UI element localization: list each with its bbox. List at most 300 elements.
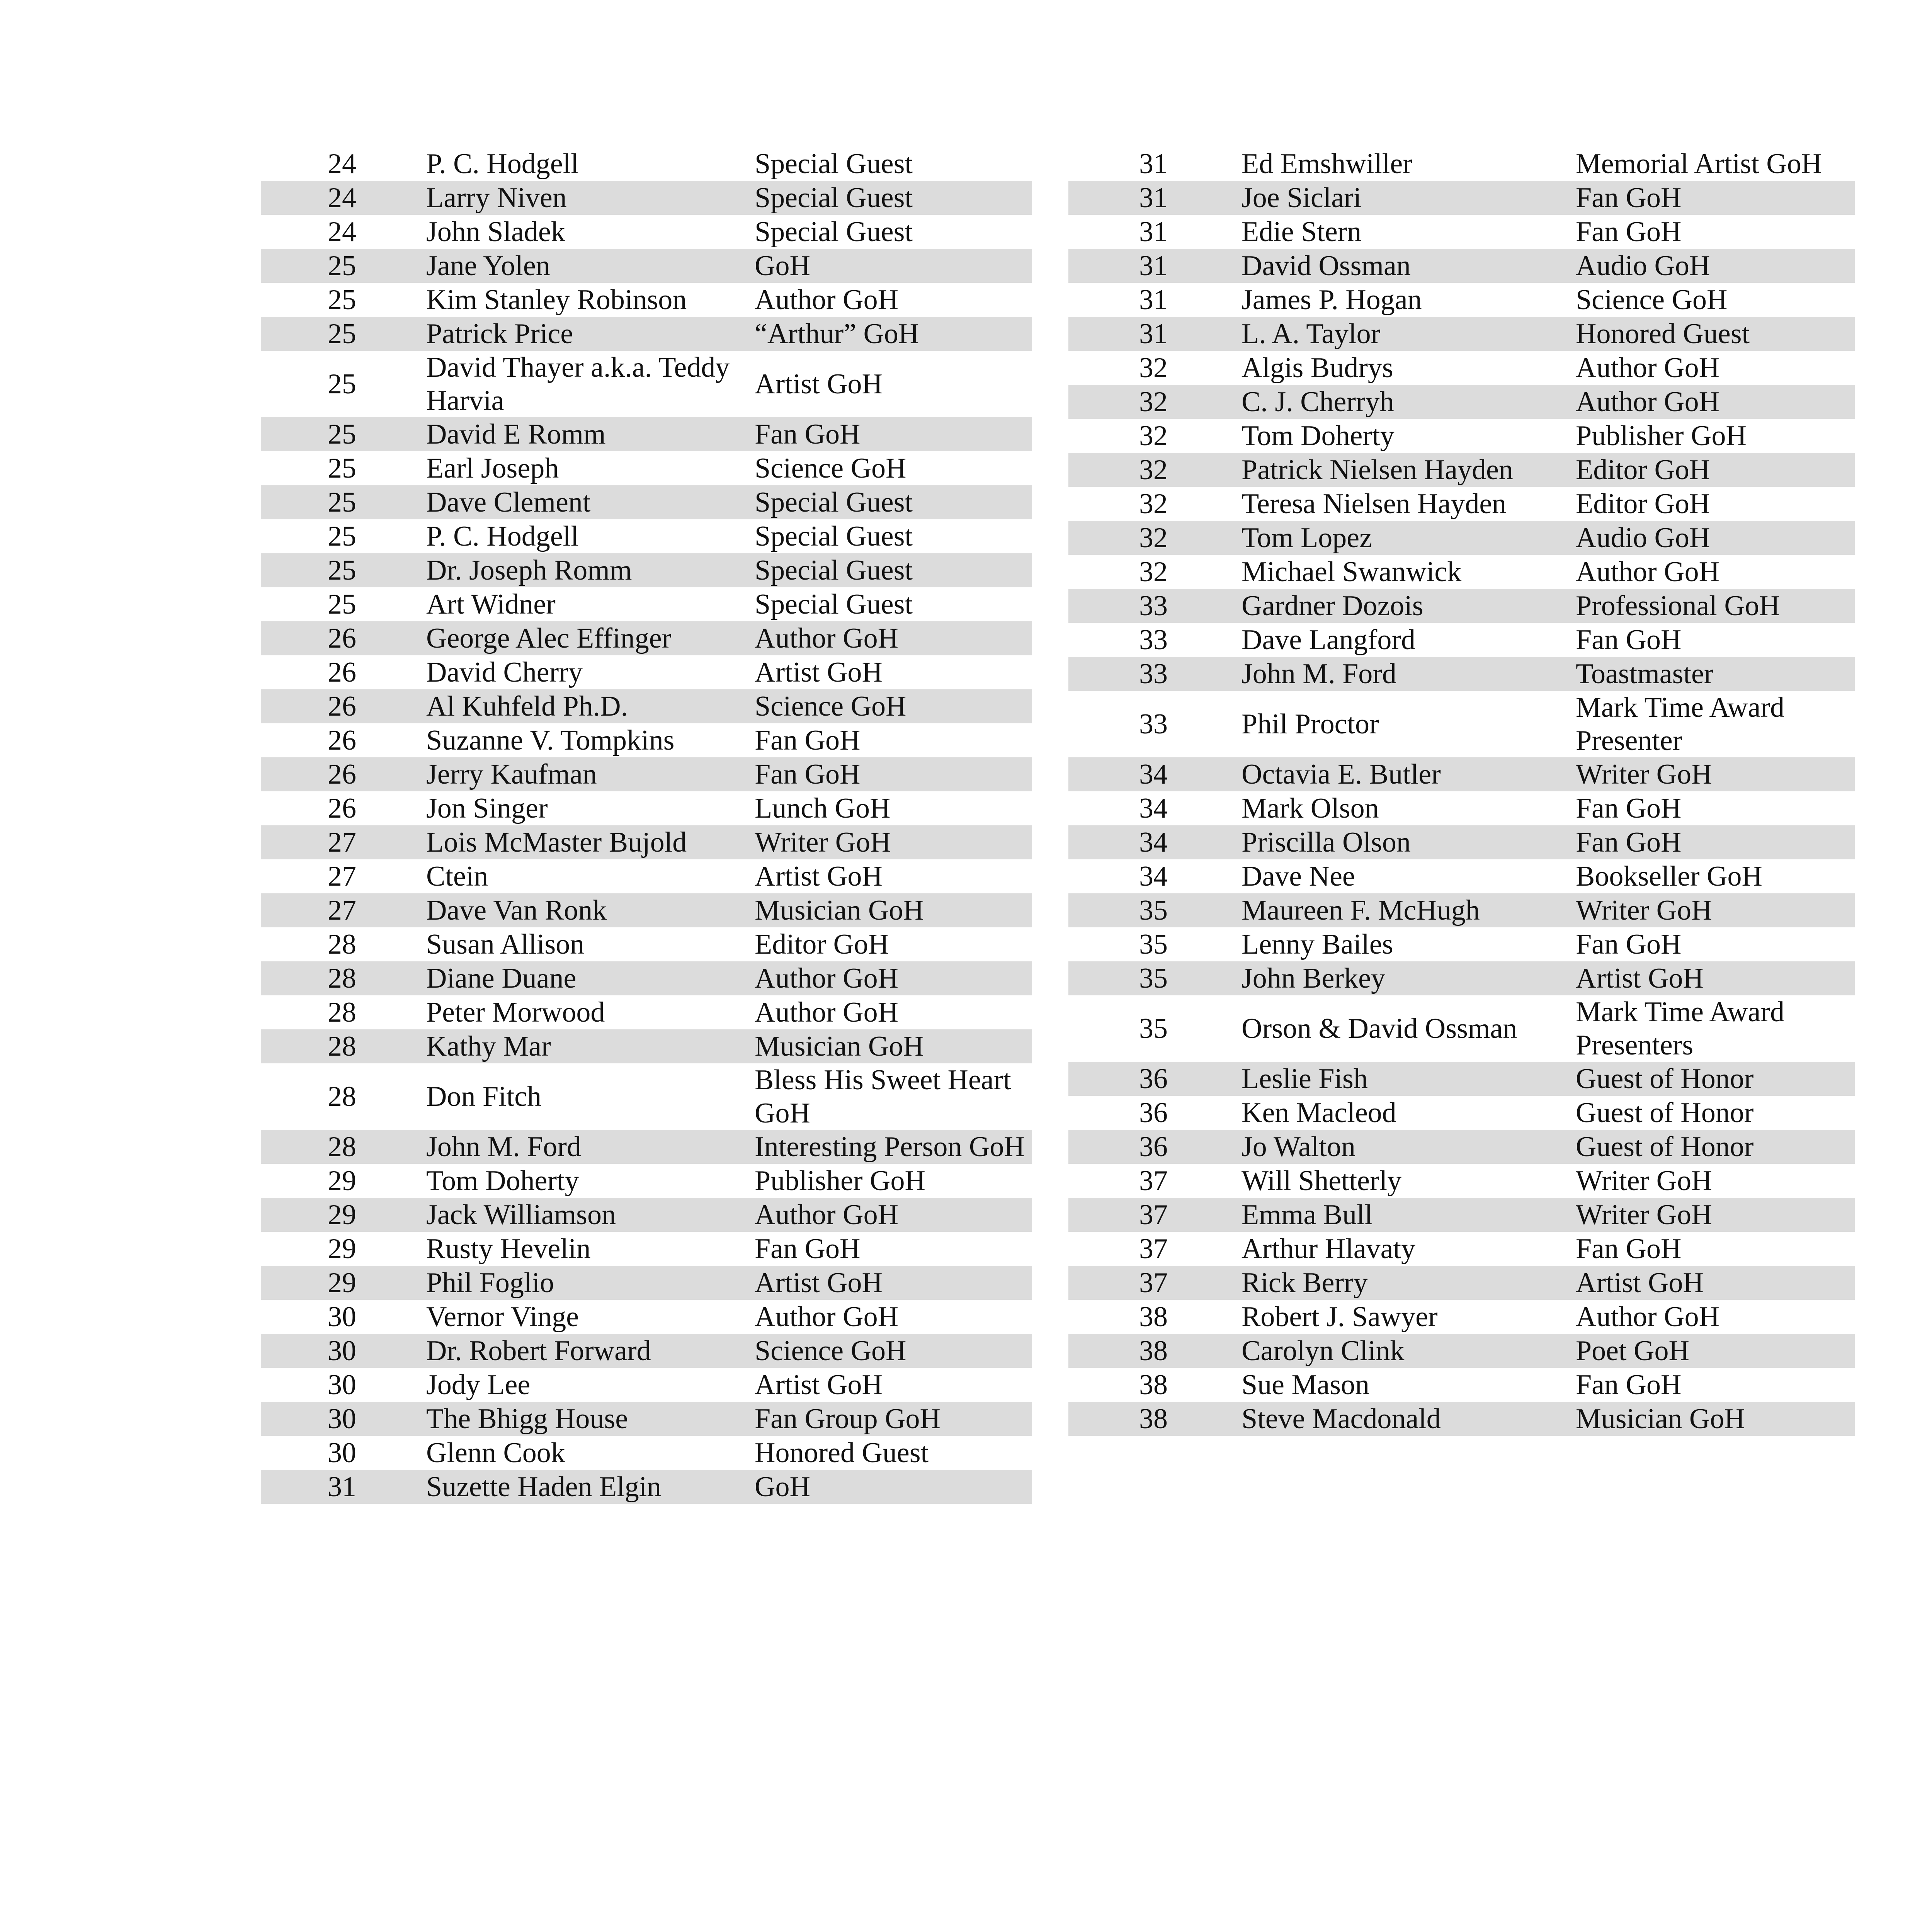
row-role: Honored Guest bbox=[1573, 317, 1855, 351]
table-row bbox=[1068, 1266, 1855, 1300]
guest-table-right-body bbox=[1068, 147, 1855, 1436]
row-year: 31 bbox=[1068, 317, 1238, 351]
row-name: Lenny Bailes bbox=[1242, 929, 1393, 960]
row-year: 31 bbox=[1068, 249, 1238, 283]
row-year: 30 bbox=[328, 1369, 356, 1401]
row-role: Special Guest bbox=[755, 588, 913, 620]
row-name: Teresa Nielsen Hayden bbox=[1242, 488, 1507, 520]
row-year: 26 bbox=[261, 621, 423, 655]
row-year: 34 bbox=[1139, 861, 1168, 892]
table-row bbox=[261, 1436, 1032, 1470]
row-role: Author GoH bbox=[1573, 385, 1855, 419]
row-year: 33 bbox=[1139, 708, 1168, 740]
row-name: Tom Doherty bbox=[426, 1165, 579, 1197]
table-row bbox=[261, 1198, 1032, 1232]
table-row bbox=[261, 587, 1032, 621]
row-year: 26 bbox=[328, 793, 356, 824]
row-name: Dave Nee bbox=[1242, 861, 1355, 892]
row-year: 38 bbox=[1139, 1369, 1168, 1401]
table-row bbox=[1068, 1096, 1855, 1130]
row-role: Artist GoH bbox=[755, 368, 883, 400]
row-year: 32 bbox=[1139, 352, 1168, 384]
table-row bbox=[1068, 589, 1855, 623]
row-name: Jody Lee bbox=[426, 1369, 531, 1401]
table-row bbox=[261, 1402, 1032, 1436]
row-name: Octavia E. Butler bbox=[1238, 757, 1573, 791]
row-year: 28 bbox=[261, 1029, 423, 1063]
row-name: C. J. Cherryh bbox=[1238, 385, 1573, 419]
table-row bbox=[1068, 1402, 1855, 1436]
row-name: John M. Ford bbox=[1238, 657, 1573, 691]
row-role: GoH bbox=[752, 1470, 1032, 1504]
row-name: Sue Mason bbox=[1242, 1369, 1369, 1401]
row-name: Gardner Dozois bbox=[1238, 589, 1573, 623]
table-row bbox=[1068, 1130, 1855, 1164]
row-year: 31 bbox=[1139, 148, 1168, 180]
row-role: Mark Time Award Presenter bbox=[1576, 692, 1785, 757]
row-role: Special Guest bbox=[755, 216, 913, 248]
row-year: 26 bbox=[328, 724, 356, 756]
row-name: Emma Bull bbox=[1238, 1198, 1573, 1232]
row-year: 27 bbox=[261, 825, 423, 859]
row-name: Larry Niven bbox=[423, 181, 752, 215]
table-row bbox=[261, 351, 1032, 417]
row-name: Will Shetterly bbox=[1242, 1165, 1402, 1197]
row-role: Artist GoH bbox=[755, 1369, 883, 1401]
table-row bbox=[1068, 283, 1855, 317]
row-year: 28 bbox=[261, 961, 423, 995]
table-row bbox=[1068, 961, 1855, 995]
row-role: Writer GoH bbox=[1576, 1165, 1712, 1197]
row-name: David E Romm bbox=[423, 417, 752, 451]
row-year: 38 bbox=[1068, 1402, 1238, 1436]
table-row bbox=[261, 283, 1032, 317]
row-year: 28 bbox=[261, 1130, 423, 1164]
row-name: Patrick Price bbox=[423, 317, 752, 351]
table-row bbox=[261, 1266, 1032, 1300]
row-role: Science GoH bbox=[1576, 284, 1728, 316]
row-role: Artist GoH bbox=[752, 1266, 1032, 1300]
row-name: Maureen F. McHugh bbox=[1238, 893, 1573, 927]
row-name: Joe Siclari bbox=[1238, 181, 1573, 215]
row-year: 29 bbox=[328, 1165, 356, 1197]
row-role: Guest of Honor bbox=[1573, 1062, 1855, 1096]
row-name: Ed Emshwiller bbox=[1242, 148, 1412, 180]
row-role: Editor GoH bbox=[1576, 488, 1710, 520]
row-role: Special Guest bbox=[755, 520, 913, 552]
row-role: Science GoH bbox=[752, 1334, 1032, 1368]
table-row bbox=[261, 723, 1032, 757]
row-role: Author GoH bbox=[752, 621, 1032, 655]
row-year: 29 bbox=[328, 1233, 356, 1265]
row-role: Editor GoH bbox=[755, 929, 889, 960]
row-role: Fan GoH bbox=[1576, 624, 1682, 656]
row-role: Bookseller GoH bbox=[1576, 861, 1762, 892]
table-row bbox=[261, 417, 1032, 451]
row-year: 37 bbox=[1068, 1198, 1238, 1232]
table-row bbox=[1068, 1368, 1855, 1402]
row-role: Guest of Honor bbox=[1576, 1097, 1754, 1129]
table-row bbox=[261, 519, 1032, 553]
row-year: 31 bbox=[1139, 284, 1168, 316]
row-name: Vernor Vinge bbox=[426, 1301, 579, 1333]
row-role: Professional GoH bbox=[1573, 589, 1855, 623]
row-role: Special Guest bbox=[755, 148, 913, 180]
row-role: Writer GoH bbox=[1573, 757, 1855, 791]
row-name: Dr. Joseph Romm bbox=[423, 553, 752, 587]
row-role: Artist GoH bbox=[1573, 1266, 1855, 1300]
row-name: Tom Doherty bbox=[1242, 420, 1395, 452]
table-row bbox=[261, 1368, 1032, 1402]
row-name: Glenn Cook bbox=[426, 1437, 565, 1469]
row-role: Author GoH bbox=[755, 1301, 899, 1333]
row-name: The Bhigg House bbox=[423, 1402, 752, 1436]
row-year: 33 bbox=[1139, 624, 1168, 656]
row-role: GoH bbox=[752, 249, 1032, 283]
row-year: 35 bbox=[1068, 893, 1238, 927]
row-role: Audio GoH bbox=[1573, 249, 1855, 283]
table-row bbox=[1068, 995, 1855, 1062]
row-name: Robert J. Sawyer bbox=[1242, 1301, 1438, 1333]
row-role: Fan GoH bbox=[1573, 825, 1855, 859]
row-year: 29 bbox=[261, 1266, 423, 1300]
row-role: Publisher GoH bbox=[755, 1165, 925, 1197]
row-role: Author GoH bbox=[755, 997, 899, 1028]
table-row bbox=[261, 1470, 1032, 1504]
row-role: Writer GoH bbox=[752, 825, 1032, 859]
row-name: Lois McMaster Bujold bbox=[423, 825, 752, 859]
table-row bbox=[261, 1130, 1032, 1164]
row-year: 37 bbox=[1139, 1165, 1168, 1197]
row-year: 28 bbox=[328, 929, 356, 960]
row-year: 26 bbox=[328, 656, 356, 688]
table-row bbox=[261, 1063, 1032, 1130]
row-year: 27 bbox=[328, 861, 356, 892]
row-name: John M. Ford bbox=[423, 1130, 752, 1164]
row-name: Ken Macleod bbox=[1242, 1097, 1396, 1129]
table-row bbox=[261, 757, 1032, 791]
row-name: Susan Allison bbox=[426, 929, 585, 960]
row-year: 29 bbox=[261, 1198, 423, 1232]
row-year: 35 bbox=[1068, 961, 1238, 995]
row-year: 32 bbox=[1068, 385, 1238, 419]
row-year: 28 bbox=[328, 997, 356, 1028]
row-role: Fan GoH bbox=[1576, 1233, 1682, 1265]
row-role: Fan GoH bbox=[755, 1233, 861, 1265]
row-name: Patrick Nielsen Hayden bbox=[1238, 453, 1573, 487]
row-role: Fan GoH bbox=[1576, 929, 1682, 960]
table-row bbox=[261, 451, 1032, 485]
row-year: 30 bbox=[261, 1402, 423, 1436]
row-role: Author GoH bbox=[755, 284, 899, 316]
row-year: 25 bbox=[328, 588, 356, 620]
row-role: Author GoH bbox=[752, 961, 1032, 995]
table-row bbox=[1068, 927, 1855, 961]
guest-table-left-body bbox=[261, 147, 1032, 1504]
row-year: 36 bbox=[1139, 1097, 1168, 1129]
row-name: Al Kuhfeld Ph.D. bbox=[423, 689, 752, 723]
row-year: 31 bbox=[1068, 181, 1238, 215]
table-row bbox=[261, 181, 1032, 215]
row-year: 38 bbox=[1068, 1334, 1238, 1368]
table-row bbox=[261, 825, 1032, 859]
table-row bbox=[1068, 147, 1855, 181]
row-year: 24 bbox=[328, 148, 356, 180]
row-name: David Thayer a.k.a. Teddy Harvia bbox=[426, 352, 730, 417]
table-row bbox=[1068, 215, 1855, 249]
table-row bbox=[1068, 859, 1855, 893]
row-role: Memorial Artist GoH bbox=[1576, 148, 1822, 180]
row-year: 30 bbox=[261, 1334, 423, 1368]
table-row bbox=[1068, 1164, 1855, 1198]
row-name: Michael Swanwick bbox=[1242, 556, 1462, 588]
row-role: Audio GoH bbox=[1573, 521, 1855, 555]
row-name: Priscilla Olson bbox=[1238, 825, 1573, 859]
table-row bbox=[1068, 419, 1855, 453]
row-role: Musician GoH bbox=[752, 893, 1032, 927]
row-role: Artist GoH bbox=[1573, 961, 1855, 995]
row-year: 27 bbox=[261, 893, 423, 927]
row-role: Special Guest bbox=[752, 553, 1032, 587]
row-year: 38 bbox=[1139, 1301, 1168, 1333]
row-year: 32 bbox=[1139, 420, 1168, 452]
row-year: 34 bbox=[1139, 793, 1168, 824]
guest-table-left bbox=[261, 147, 1032, 1504]
table-row bbox=[261, 1334, 1032, 1368]
row-year: 34 bbox=[1068, 757, 1238, 791]
row-role: Interesting Person GoH bbox=[752, 1130, 1032, 1164]
row-year: 25 bbox=[328, 520, 356, 552]
table-row bbox=[1068, 181, 1855, 215]
row-year: 36 bbox=[1068, 1130, 1238, 1164]
row-year: 35 bbox=[1139, 1013, 1168, 1044]
row-name: Kim Stanley Robinson bbox=[426, 284, 687, 316]
row-year: 35 bbox=[1139, 929, 1168, 960]
table-row bbox=[1068, 657, 1855, 691]
row-role: Special Guest bbox=[752, 181, 1032, 215]
row-name: Dave Van Ronk bbox=[423, 893, 752, 927]
table-row bbox=[261, 317, 1032, 351]
row-name: Rick Berry bbox=[1238, 1266, 1573, 1300]
table-row bbox=[1068, 757, 1855, 791]
table-row bbox=[1068, 1198, 1855, 1232]
row-year: 26 bbox=[261, 689, 423, 723]
row-role: Science GoH bbox=[752, 689, 1032, 723]
row-role: Author GoH bbox=[1576, 352, 1720, 384]
row-role: Special Guest bbox=[752, 485, 1032, 519]
row-year: 32 bbox=[1068, 521, 1238, 555]
row-year: 26 bbox=[261, 757, 423, 791]
row-year: 30 bbox=[328, 1301, 356, 1333]
row-year: 37 bbox=[1139, 1233, 1168, 1265]
row-name: John Sladek bbox=[426, 216, 565, 248]
row-name: Mark Olson bbox=[1242, 793, 1379, 824]
row-role: Lunch GoH bbox=[755, 793, 891, 824]
row-year: 34 bbox=[1068, 825, 1238, 859]
table-row bbox=[1068, 1232, 1855, 1266]
row-name: David Ossman bbox=[1238, 249, 1573, 283]
row-role: Poet GoH bbox=[1573, 1334, 1855, 1368]
table-row bbox=[1068, 521, 1855, 555]
row-name: Jo Walton bbox=[1238, 1130, 1573, 1164]
row-year: 32 bbox=[1139, 556, 1168, 588]
row-year: 25 bbox=[261, 553, 423, 587]
table-row bbox=[261, 1300, 1032, 1334]
row-role: Honored Guest bbox=[755, 1437, 929, 1469]
row-name: Jerry Kaufman bbox=[423, 757, 752, 791]
row-year: 37 bbox=[1068, 1266, 1238, 1300]
table-row bbox=[261, 249, 1032, 283]
row-role: Editor GoH bbox=[1573, 453, 1855, 487]
row-year: 33 bbox=[1068, 589, 1238, 623]
row-name: P. C. Hodgell bbox=[426, 148, 579, 180]
row-name: Jon Singer bbox=[426, 793, 548, 824]
table-row bbox=[261, 655, 1032, 689]
row-year: 24 bbox=[328, 216, 356, 248]
row-year: 33 bbox=[1068, 657, 1238, 691]
row-name: Orson & David Ossman bbox=[1242, 1013, 1517, 1044]
row-role: Guest of Honor bbox=[1573, 1130, 1855, 1164]
row-name: George Alec Effinger bbox=[423, 621, 752, 655]
row-name: Dave Clement bbox=[423, 485, 752, 519]
row-name: Peter Morwood bbox=[426, 997, 605, 1028]
row-name: Carolyn Clink bbox=[1238, 1334, 1573, 1368]
table-row bbox=[1068, 791, 1855, 825]
row-name: Dave Langford bbox=[1242, 624, 1415, 656]
table-row bbox=[261, 689, 1032, 723]
row-role: Fan GoH bbox=[755, 724, 861, 756]
row-role: Writer GoH bbox=[1573, 893, 1855, 927]
table-row bbox=[261, 147, 1032, 181]
table-row bbox=[261, 859, 1032, 893]
row-role: Writer GoH bbox=[1573, 1198, 1855, 1232]
row-name: Kathy Mar bbox=[423, 1029, 752, 1063]
row-year: 25 bbox=[328, 368, 356, 400]
table-row bbox=[261, 1164, 1032, 1198]
table-row bbox=[1068, 249, 1855, 283]
table-row bbox=[1068, 623, 1855, 657]
row-role: Musician GoH bbox=[752, 1029, 1032, 1063]
row-name: Edie Stern bbox=[1242, 216, 1362, 248]
table-row bbox=[261, 1232, 1032, 1266]
table-row bbox=[1068, 317, 1855, 351]
row-role: Fan GoH bbox=[752, 417, 1032, 451]
row-year: 32 bbox=[1068, 453, 1238, 487]
row-year: 31 bbox=[1139, 216, 1168, 248]
row-name: Steve Macdonald bbox=[1238, 1402, 1573, 1436]
row-name: Diane Duane bbox=[423, 961, 752, 995]
row-name: Don Fitch bbox=[426, 1081, 542, 1112]
row-name: Algis Budrys bbox=[1242, 352, 1393, 384]
table-row bbox=[1068, 1300, 1855, 1334]
row-name: Suzanne V. Tompkins bbox=[426, 724, 675, 756]
row-year: 25 bbox=[261, 249, 423, 283]
row-role: Author GoH bbox=[1576, 556, 1720, 588]
row-year: 25 bbox=[261, 417, 423, 451]
table-row bbox=[261, 1029, 1032, 1063]
row-name: Rusty Hevelin bbox=[426, 1233, 591, 1265]
table-row bbox=[261, 995, 1032, 1029]
table-row bbox=[1068, 691, 1855, 757]
row-name: Arthur Hlavaty bbox=[1242, 1233, 1416, 1265]
table-row bbox=[1068, 555, 1855, 589]
row-year: 36 bbox=[1068, 1062, 1238, 1096]
row-name: P. C. Hodgell bbox=[426, 520, 579, 552]
row-role: Fan GoH bbox=[1573, 181, 1855, 215]
table-row bbox=[261, 893, 1032, 927]
table-row bbox=[1068, 385, 1855, 419]
row-name: Leslie Fish bbox=[1238, 1062, 1573, 1096]
row-year: 25 bbox=[328, 284, 356, 316]
row-role: Publisher GoH bbox=[1576, 420, 1747, 452]
row-role: Author GoH bbox=[752, 1198, 1032, 1232]
row-name: L. A. Taylor bbox=[1238, 317, 1573, 351]
row-role: Fan GoH bbox=[1576, 793, 1682, 824]
row-name: David Cherry bbox=[426, 656, 583, 688]
table-row bbox=[1068, 1062, 1855, 1096]
table-row bbox=[261, 485, 1032, 519]
row-role: Toastmaster bbox=[1573, 657, 1855, 691]
table-row bbox=[261, 961, 1032, 995]
row-role: Artist GoH bbox=[755, 656, 883, 688]
mermaid-illustration bbox=[475, 1913, 1828, 1932]
row-role: Author GoH bbox=[1576, 1301, 1720, 1333]
row-name: Dr. Robert Forward bbox=[423, 1334, 752, 1368]
table-row bbox=[261, 791, 1032, 825]
table-row bbox=[261, 927, 1032, 961]
row-year: 31 bbox=[261, 1470, 423, 1504]
row-role: Fan GoH bbox=[1576, 216, 1682, 248]
row-name: John Berkey bbox=[1238, 961, 1573, 995]
row-year: 25 bbox=[261, 317, 423, 351]
table-row bbox=[1068, 351, 1855, 385]
row-year: 30 bbox=[328, 1437, 356, 1469]
row-year: 25 bbox=[328, 452, 356, 484]
row-name: Jane Yolen bbox=[423, 249, 752, 283]
row-name: Ctein bbox=[426, 861, 488, 892]
row-name: Phil Proctor bbox=[1242, 708, 1379, 740]
row-role: Science GoH bbox=[755, 452, 906, 484]
row-role: “Arthur” GoH bbox=[752, 317, 1032, 351]
table-row bbox=[261, 553, 1032, 587]
row-name: Phil Foglio bbox=[423, 1266, 752, 1300]
row-role: Artist GoH bbox=[755, 861, 883, 892]
table-row bbox=[1068, 1334, 1855, 1368]
row-name: Art Widner bbox=[426, 588, 556, 620]
row-year: 28 bbox=[328, 1081, 356, 1112]
table-row bbox=[1068, 893, 1855, 927]
row-role: Fan GoH bbox=[1576, 1369, 1682, 1401]
row-year: 24 bbox=[261, 181, 423, 215]
row-name: Suzette Haden Elgin bbox=[423, 1470, 752, 1504]
table-row bbox=[1068, 453, 1855, 487]
table-row bbox=[261, 215, 1032, 249]
row-name: Tom Lopez bbox=[1238, 521, 1573, 555]
guest-table-right bbox=[1068, 147, 1855, 1436]
row-role: Fan GoH bbox=[752, 757, 1032, 791]
row-role: Fan Group GoH bbox=[752, 1402, 1032, 1436]
row-name: James P. Hogan bbox=[1242, 284, 1422, 316]
row-role: Musician GoH bbox=[1573, 1402, 1855, 1436]
row-role: Mark Time Award Presenters bbox=[1576, 996, 1785, 1061]
row-role: Bless His Sweet Heart GoH bbox=[755, 1064, 1011, 1129]
row-name: Earl Joseph bbox=[426, 452, 559, 484]
row-year: 32 bbox=[1139, 488, 1168, 520]
row-name: Jack Williamson bbox=[423, 1198, 752, 1232]
table-row bbox=[261, 621, 1032, 655]
table-row bbox=[1068, 825, 1855, 859]
row-year: 25 bbox=[261, 485, 423, 519]
